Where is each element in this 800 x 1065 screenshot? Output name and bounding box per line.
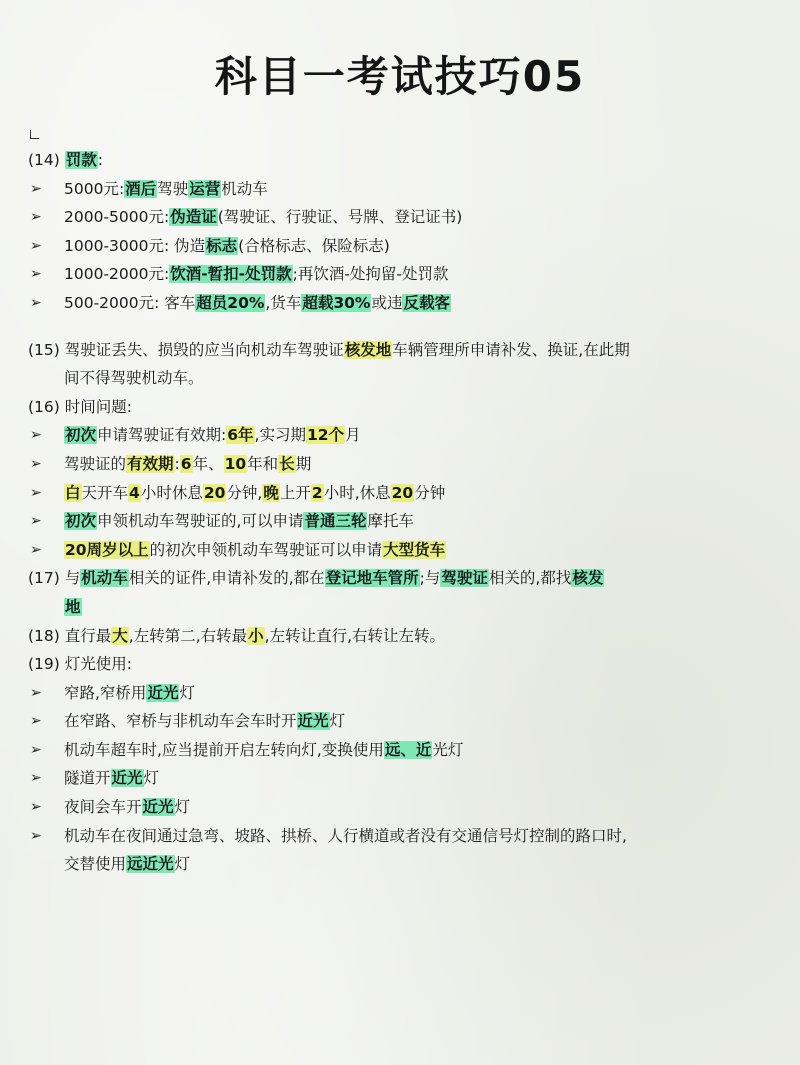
highlight: 12个 [306, 426, 345, 445]
arrow-bullet-icon: ➢ [30, 770, 42, 787]
text: ,货车 [265, 293, 302, 312]
section-17-continuation [28, 593, 768, 622]
text: 间不得驾驶机动车。 [64, 369, 204, 388]
highlight: 运营 [189, 179, 221, 198]
text: : [97, 151, 104, 169]
highlight: 10 [224, 454, 247, 473]
arrow-bullet-icon: ➢ [30, 713, 42, 730]
highlight: 近光 [297, 712, 329, 731]
text: 灯 [174, 798, 191, 817]
text: 或违 [371, 293, 403, 312]
arrow-bullet-icon: ➢ [30, 294, 42, 311]
list-item [28, 289, 768, 318]
highlight: 普通三轮 [304, 512, 367, 531]
text: (合格标志、保险标志) [238, 236, 390, 255]
list-item [28, 707, 768, 736]
text: 1000-2000元: [64, 265, 170, 284]
text: 相关的,都找 [488, 569, 572, 588]
highlight: 大型货车 [383, 540, 446, 559]
arrow-bullet-icon: ➢ [30, 827, 42, 844]
highlight: 4 [129, 483, 140, 502]
text: 1000-3000元: 伪造 [64, 236, 206, 255]
arrow-bullet-icon: ➢ [30, 427, 42, 444]
text: 隧道开 [64, 769, 111, 788]
highlight: 饮酒-暂扣-处罚款 [170, 265, 292, 284]
text: 光灯 [432, 740, 464, 759]
highlight: 白 [65, 483, 81, 502]
arrow-bullet-icon: ➢ [30, 237, 42, 254]
section-15-continuation [28, 364, 768, 393]
text: 分钟 [414, 483, 446, 502]
text: 灯 [143, 769, 160, 788]
section-17-paragraph [28, 564, 768, 593]
highlight: 核发地 [344, 340, 392, 359]
highlight: 有效期 [127, 454, 174, 473]
highlight: 地 [65, 597, 81, 616]
arrow-bullet-icon: ➢ [30, 266, 42, 283]
text: (18) 直行最 [28, 626, 112, 645]
text: 年、 [192, 454, 224, 473]
highlight: 长 [279, 454, 295, 473]
text: 车辆管理所申请补发、换证,在此期 [392, 340, 630, 359]
text: ,左转第二,右转最 [128, 626, 248, 645]
page-title: 科目一考试技巧05 [214, 52, 586, 101]
list-item [28, 421, 768, 450]
text: 交替使用 [64, 855, 127, 874]
arrow-bullet-icon: ➢ [30, 180, 42, 197]
highlight: 登记地车管所 [325, 569, 419, 588]
text: 灯 [329, 712, 346, 731]
text: 摩托车 [367, 512, 414, 531]
document-body [28, 146, 768, 879]
text: 驾驶证的 [64, 454, 127, 473]
list-item [28, 822, 768, 851]
highlight: 近光 [111, 769, 143, 788]
arrow-bullet-icon: ➢ [30, 799, 42, 816]
highlight: 初次 [65, 426, 97, 445]
section-14-heading [28, 146, 768, 175]
list-item [28, 260, 768, 289]
arrow-bullet-icon: ➢ [30, 741, 42, 758]
text: (15) 驾驶证丢失、损毁的应当向机动车驾驶证 [28, 340, 344, 359]
arrow-bullet-icon: ➢ [30, 455, 42, 472]
highlight: 6年 [227, 426, 254, 445]
highlight: 小 [248, 626, 264, 645]
text: ,实习期 [254, 426, 306, 445]
text: (驾驶证、行驶证、号牌、登记证书) [217, 208, 463, 227]
text: 窄路,窄桥用 [64, 683, 147, 702]
highlight: 驾驶证 [441, 569, 488, 588]
text: 灯 [174, 855, 191, 874]
arrow-bullet-icon: ➢ [30, 513, 42, 530]
highlight: 20 [203, 483, 226, 502]
text: 5000元: [64, 179, 125, 198]
highlight: 6 [180, 454, 192, 473]
text: (17) 与 [28, 569, 81, 588]
arrow-bullet-icon: ➢ [30, 484, 42, 501]
list-item [28, 764, 768, 793]
highlight: 反载客 [403, 293, 450, 312]
highlight: 大 [112, 626, 128, 645]
highlight: 远、近 [384, 740, 432, 759]
text: 机动车超车时,应当提前开启左转向灯,变换使用 [64, 740, 384, 759]
text: 月 [345, 426, 361, 445]
text: 分钟, [226, 483, 263, 502]
list-item [28, 203, 768, 232]
corner-mark [30, 130, 39, 139]
text: 小时休息 [140, 483, 203, 502]
list-item [28, 232, 768, 261]
text: 申请驾驶证有效期: [97, 426, 227, 445]
text: ;再饮酒-处拘留-处罚款 [292, 265, 449, 284]
section-15-paragraph [28, 336, 768, 365]
text: 上开 [279, 483, 311, 502]
highlight: 标志 [206, 236, 238, 255]
text: 灯 [179, 683, 195, 702]
list-item [28, 679, 768, 708]
text: 年和 [247, 454, 279, 473]
list-item [28, 450, 768, 479]
highlight: 近光 [147, 683, 179, 702]
list-item [28, 175, 768, 204]
text: 驾驶 [157, 179, 189, 198]
arrow-bullet-icon: ➢ [30, 209, 42, 226]
highlight: 近光 [142, 798, 174, 817]
highlight: 晚 [263, 483, 279, 502]
text: 夜间会车开 [64, 798, 142, 817]
text: 期 [295, 454, 312, 473]
highlight: 超员20% [196, 293, 265, 312]
text: 500-2000元: 客车 [64, 293, 196, 312]
text: 申领机动车驾驶证的,可以申请 [97, 512, 304, 531]
list-item [28, 507, 768, 536]
highlight: 20周岁以上 [65, 540, 149, 559]
highlight: 20 [391, 483, 414, 502]
highlight: 机动车 [81, 569, 128, 588]
highlight: 初次 [65, 512, 97, 531]
section-18-paragraph [28, 622, 768, 651]
highlight: 2 [311, 483, 323, 502]
text: ,左转让直行,右转让左转。 [264, 626, 445, 645]
list-item [28, 536, 768, 565]
list-item-continuation [28, 850, 768, 879]
arrow-bullet-icon: ➢ [30, 541, 42, 558]
text: ;与 [419, 569, 441, 588]
list-item [28, 479, 768, 508]
text: 机动车在夜间通过急弯、坡路、拱桥、人行横道或者没有交通信号灯控制的路口时, [64, 826, 627, 845]
spacer [28, 318, 768, 336]
text: : [174, 454, 180, 473]
section-19-heading: (19) 灯光使用: [28, 655, 132, 674]
highlight: 核发 [572, 569, 604, 588]
list-item [28, 793, 768, 822]
text: 2000-5000元: [64, 208, 170, 227]
highlight: 伪造证 [170, 208, 217, 227]
text: 小时,休息 [323, 483, 391, 502]
highlight: 酒后 [125, 179, 157, 198]
text: 的初次申领机动车驾驶证可以申请 [149, 540, 383, 559]
highlight: 超载30% [302, 293, 371, 312]
section-number: (14) [28, 151, 60, 169]
highlight: 罚款 [65, 151, 97, 169]
arrow-bullet-icon: ➢ [30, 684, 42, 701]
highlight: 远近光 [127, 855, 174, 874]
text: 机动车 [221, 179, 268, 198]
section-16-heading: (16) 时间问题: [28, 397, 132, 416]
text: 天开车 [81, 483, 129, 502]
list-item [28, 736, 768, 765]
text: 相关的证件,申请补发的,都在 [128, 569, 325, 588]
text: 在窄路、窄桥与非机动车会车时开 [64, 712, 297, 731]
